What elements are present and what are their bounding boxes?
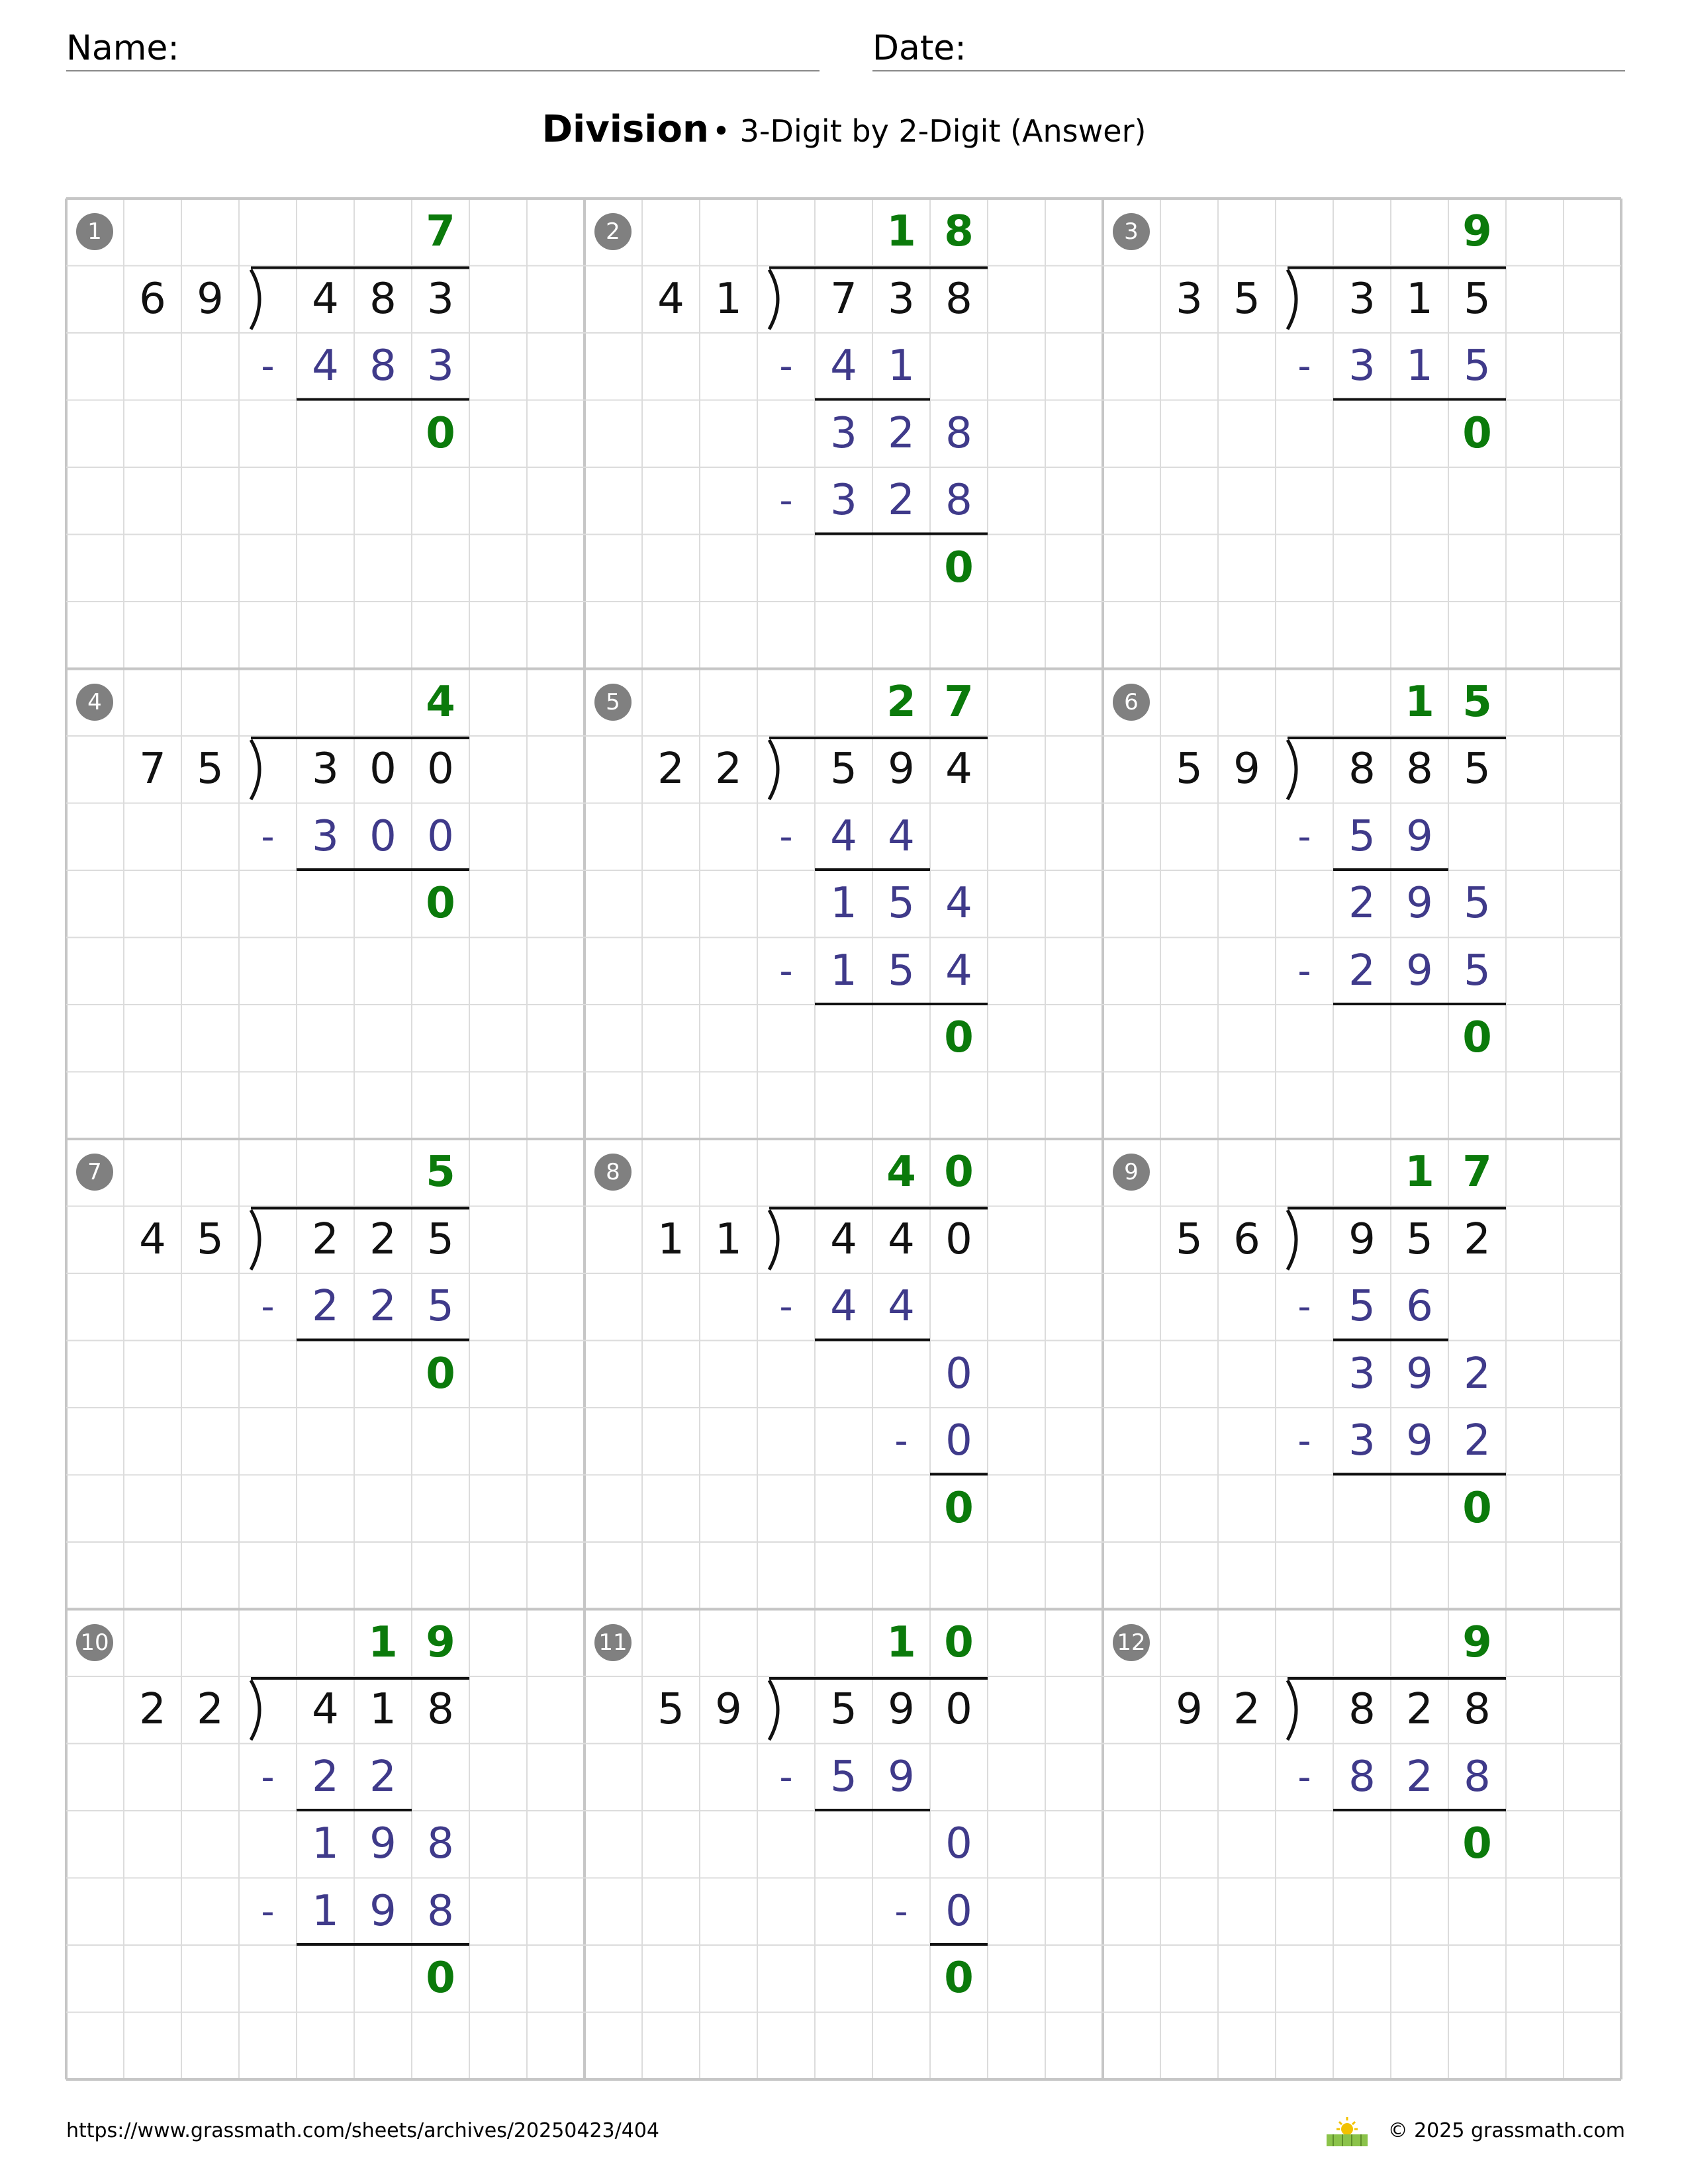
divisor-digit: 2 — [715, 745, 742, 794]
subtrahend-digit: 5 — [888, 946, 915, 995]
partial-dividend-digit: 3 — [1348, 1349, 1376, 1398]
subtrahend-digit: 2 — [312, 1282, 339, 1331]
subtrahend-digit: 5 — [1348, 1282, 1376, 1331]
partial-dividend-digit: 9 — [1406, 879, 1433, 928]
dividend-digit: 3 — [888, 274, 915, 324]
subtrahend-digit: 4 — [888, 811, 915, 861]
minus-sign: - — [779, 949, 793, 993]
subtrahend-digit: 2 — [1348, 946, 1376, 995]
minus-sign: - — [1297, 1285, 1311, 1328]
subtrahend-digit: 4 — [945, 946, 972, 995]
dividend-digit: 3 — [312, 745, 339, 794]
dividend-digit: 0 — [369, 745, 397, 794]
subtrahend-digit: 2 — [312, 1752, 339, 1801]
dividend-digit: 9 — [888, 745, 915, 794]
dividend-digit: 0 — [427, 745, 454, 794]
subtrahend-digit: 3 — [1348, 341, 1376, 390]
division-bracket — [769, 1680, 778, 1740]
quotient-digit: 5 — [426, 1148, 455, 1197]
partial-dividend-digit: 8 — [427, 1819, 454, 1868]
dividend-digit: 5 — [1406, 1214, 1433, 1264]
remainder-digit: 0 — [426, 879, 455, 928]
subtrahend-digit: 3 — [312, 811, 339, 861]
subtrahend-digit: 5 — [830, 1752, 857, 1801]
minus-sign: - — [261, 1889, 275, 1933]
divisor-digit: 9 — [197, 274, 224, 324]
divisor-digit: 6 — [1233, 1214, 1260, 1264]
divisor-digit: 6 — [139, 274, 166, 324]
divisor-digit: 9 — [1176, 1685, 1203, 1734]
divisor-digit: 3 — [1176, 274, 1203, 324]
remainder-digit: 0 — [1462, 1013, 1492, 1062]
division-bracket — [251, 1680, 259, 1740]
dividend-digit: 8 — [1348, 745, 1376, 794]
quotient-digit: 9 — [1462, 1617, 1492, 1667]
dividend-digit: 2 — [312, 1214, 339, 1264]
dividend-digit: 8 — [369, 274, 397, 324]
problem-number-badge: 3 — [1113, 213, 1150, 250]
partial-dividend-digit: 2 — [1348, 879, 1376, 928]
problem-number-badge: 1 — [76, 213, 113, 250]
dividend-digit: 5 — [427, 1214, 454, 1264]
quotient-digit: 7 — [944, 677, 974, 727]
dividend-digit: 3 — [427, 274, 454, 324]
subtrahend-digit: 2 — [888, 476, 915, 525]
dividend-digit: 8 — [1406, 745, 1433, 794]
subtrahend-digit: 0 — [427, 811, 454, 861]
quotient-digit: 2 — [886, 677, 916, 727]
minus-sign: - — [261, 815, 275, 858]
dividend-digit: 4 — [945, 745, 972, 794]
date-label: Date: — [872, 28, 966, 68]
sun-over-grass-icon — [1324, 2115, 1370, 2148]
divisor-digit: 1 — [657, 1214, 684, 1264]
partial-dividend-digit: 2 — [888, 408, 915, 458]
subtrahend-digit: 5 — [1464, 946, 1491, 995]
subtrahend-digit: 9 — [1406, 946, 1433, 995]
subtrahend-digit: 9 — [1406, 1416, 1433, 1465]
quotient-digit: 1 — [886, 1617, 916, 1667]
divisor-digit: 2 — [1233, 1685, 1260, 1734]
minus-sign: - — [1297, 815, 1311, 858]
dividend-digit: 4 — [312, 1685, 339, 1734]
remainder-digit: 0 — [1462, 1819, 1492, 1868]
subtrahend-digit: 1 — [1406, 341, 1433, 390]
partial-dividend-digit: 9 — [1406, 1349, 1433, 1398]
quotient-digit: 5 — [1462, 677, 1492, 727]
quotient-digit: 1 — [368, 1617, 398, 1667]
quotient-digit: 0 — [944, 1148, 974, 1197]
problem-number-badge: 11 — [594, 1624, 632, 1661]
quotient-digit: 1 — [886, 207, 916, 256]
quotient-digit: 4 — [426, 677, 455, 727]
divisor-digit: 1 — [715, 274, 742, 324]
remainder-digit: 0 — [944, 543, 974, 592]
subtrahend-digit: 9 — [1406, 811, 1433, 861]
minus-sign: - — [779, 345, 793, 388]
partial-dividend-digit: 0 — [945, 1819, 972, 1868]
subtrahend-digit: 2 — [1464, 1416, 1491, 1465]
divisor-digit: 5 — [197, 1214, 224, 1264]
division-bracket — [251, 740, 259, 799]
minus-sign: - — [779, 479, 793, 522]
division-bracket — [769, 1210, 778, 1270]
subtrahend-digit: 8 — [945, 476, 972, 525]
minus-sign: - — [894, 1420, 908, 1463]
quotient-digit: 1 — [1405, 677, 1434, 727]
quotient-digit: 9 — [1462, 207, 1492, 256]
subtrahend-digit: 0 — [945, 1416, 972, 1465]
footer-copyright: © 2025 grassmath.com — [1387, 2119, 1625, 2142]
subtrahend-digit: 5 — [1464, 341, 1491, 390]
problem-number-badge: 6 — [1113, 684, 1150, 721]
problem-number-badge: 8 — [594, 1154, 632, 1191]
dividend-digit: 5 — [830, 745, 857, 794]
dividend-digit: 5 — [830, 1685, 857, 1734]
minus-sign: - — [779, 1755, 793, 1799]
problem-number-badge: 10 — [76, 1624, 113, 1661]
subtrahend-digit: 2 — [369, 1282, 397, 1331]
subtrahend-digit: 8 — [1464, 1752, 1491, 1801]
subtrahend-digit: 5 — [1348, 811, 1376, 861]
subtrahend-digit: 0 — [945, 1886, 972, 1936]
subtrahend-digit: 3 — [830, 476, 857, 525]
minus-sign: - — [261, 1285, 275, 1328]
problem-number-badge: 7 — [76, 1154, 113, 1191]
dividend-digit: 1 — [1406, 274, 1433, 324]
subtrahend-digit: 2 — [369, 1752, 397, 1801]
subtrahend-digit: 2 — [1406, 1752, 1433, 1801]
quotient-digit: 8 — [944, 207, 974, 256]
dividend-digit: 2 — [1464, 1214, 1491, 1264]
subtrahend-digit: 5 — [427, 1282, 454, 1331]
partial-dividend-digit: 9 — [369, 1819, 397, 1868]
remainder-digit: 0 — [426, 1954, 455, 2003]
quotient-digit: 7 — [426, 207, 455, 256]
dividend-digit: 8 — [427, 1685, 454, 1734]
remainder-digit: 0 — [426, 408, 455, 458]
divisor-digit: 7 — [139, 745, 166, 794]
divisor-digit: 5 — [1176, 1214, 1203, 1264]
divisor-digit: 9 — [1233, 745, 1260, 794]
dividend-digit: 7 — [830, 274, 857, 324]
subtrahend-digit: 4 — [830, 341, 857, 390]
dividend-digit: 8 — [1464, 1685, 1491, 1734]
subtrahend-digit: 6 — [1406, 1282, 1433, 1331]
dividend-digit: 2 — [1406, 1685, 1433, 1734]
quotient-digit: 7 — [1462, 1148, 1492, 1197]
subtrahend-digit: 8 — [369, 341, 397, 390]
division-bracket — [1288, 1210, 1296, 1270]
remainder-digit: 0 — [944, 1483, 974, 1533]
quotient-digit: 0 — [944, 1617, 974, 1667]
subtrahend-digit: 9 — [888, 1752, 915, 1801]
problem-number-badge: 4 — [76, 684, 113, 721]
dividend-digit: 2 — [369, 1214, 397, 1264]
minus-sign: - — [1297, 1755, 1311, 1799]
dividend-digit: 0 — [945, 1685, 972, 1734]
partial-dividend-digit: 4 — [945, 879, 972, 928]
division-bracket — [251, 270, 259, 330]
minus-sign: - — [1297, 1420, 1311, 1463]
dividend-digit: 4 — [888, 1214, 915, 1264]
dividend-digit: 4 — [312, 274, 339, 324]
dividend-digit: 4 — [830, 1214, 857, 1264]
divisor-digit: 5 — [197, 745, 224, 794]
subtrahend-digit: 1 — [888, 341, 915, 390]
divisor-digit: 4 — [139, 1214, 166, 1264]
divisor-digit: 4 — [657, 274, 684, 324]
divisor-digit: 1 — [715, 1214, 742, 1264]
quotient-digit: 9 — [426, 1617, 455, 1667]
problem-number-badge: 2 — [594, 213, 632, 250]
subtrahend-digit: 8 — [427, 1886, 454, 1936]
title-sub: • 3-Digit by 2-Digit (Answer) — [712, 113, 1147, 149]
division-bracket — [769, 740, 778, 799]
title-main: Division — [541, 108, 709, 151]
problem-number-badge: 9 — [1113, 1154, 1150, 1191]
minus-sign: - — [261, 345, 275, 388]
divisor-digit: 5 — [1176, 745, 1203, 794]
dividend-digit: 8 — [1348, 1685, 1376, 1734]
problem-number-badge: 12 — [1113, 1624, 1150, 1661]
subtrahend-digit: 4 — [312, 341, 339, 390]
remainder-digit: 0 — [944, 1013, 974, 1062]
minus-sign: - — [779, 1285, 793, 1328]
subtrahend-digit: 8 — [1348, 1752, 1376, 1801]
subtrahend-digit: 0 — [369, 811, 397, 861]
minus-sign: - — [1297, 345, 1311, 388]
problem-number-badge: 5 — [594, 684, 632, 721]
quotient-digit: 1 — [1405, 1148, 1434, 1197]
subtrahend-digit: 1 — [312, 1886, 339, 1936]
minus-sign: - — [779, 815, 793, 858]
partial-dividend-digit: 1 — [312, 1819, 339, 1868]
subtrahend-digit: 4 — [830, 1282, 857, 1331]
minus-sign: - — [894, 1889, 908, 1933]
minus-sign: - — [261, 1755, 275, 1799]
dividend-digit: 5 — [1464, 745, 1491, 794]
divisor-digit: 2 — [657, 745, 684, 794]
division-bracket — [1288, 270, 1296, 330]
footer-url: https://www.grassmath.com/sheets/archives/20250423/404 — [66, 2119, 660, 2142]
dividend-digit: 3 — [1348, 274, 1376, 324]
division-bracket — [1288, 740, 1296, 799]
dividend-digit: 0 — [945, 1214, 972, 1264]
divisor-digit: 2 — [139, 1685, 166, 1734]
division-bracket — [251, 1210, 259, 1270]
subtrahend-digit: 4 — [888, 1282, 915, 1331]
divisor-digit: 5 — [1233, 274, 1260, 324]
dividend-digit: 5 — [1464, 274, 1491, 324]
divisor-digit: 2 — [197, 1685, 224, 1734]
partial-dividend-digit: 5 — [1464, 879, 1491, 928]
dividend-digit: 8 — [945, 274, 972, 324]
subtrahend-digit: 3 — [427, 341, 454, 390]
partial-dividend-digit: 5 — [888, 879, 915, 928]
subtrahend-digit: 4 — [830, 811, 857, 861]
minus-sign: - — [1297, 949, 1311, 993]
division-bracket — [1288, 1680, 1296, 1740]
divisor-digit: 9 — [715, 1685, 742, 1734]
division-bracket — [769, 270, 778, 330]
remainder-digit: 0 — [1462, 408, 1492, 458]
partial-dividend-digit: 3 — [830, 408, 857, 458]
subtrahend-digit: 1 — [830, 946, 857, 995]
dividend-digit: 9 — [1348, 1214, 1376, 1264]
partial-dividend-digit: 0 — [945, 1349, 972, 1398]
divisor-digit: 5 — [657, 1685, 684, 1734]
remainder-digit: 0 — [1462, 1483, 1492, 1533]
subtrahend-digit: 9 — [369, 1886, 397, 1936]
dividend-digit: 9 — [888, 1685, 915, 1734]
remainder-digit: 0 — [426, 1349, 455, 1398]
partial-dividend-digit: 1 — [830, 879, 857, 928]
partial-dividend-digit: 8 — [945, 408, 972, 458]
dividend-digit: 1 — [369, 1685, 397, 1734]
name-label: Name: — [66, 28, 179, 68]
subtrahend-digit: 3 — [1348, 1416, 1376, 1465]
partial-dividend-digit: 2 — [1464, 1349, 1491, 1398]
remainder-digit: 0 — [944, 1954, 974, 2003]
quotient-digit: 4 — [886, 1148, 916, 1197]
